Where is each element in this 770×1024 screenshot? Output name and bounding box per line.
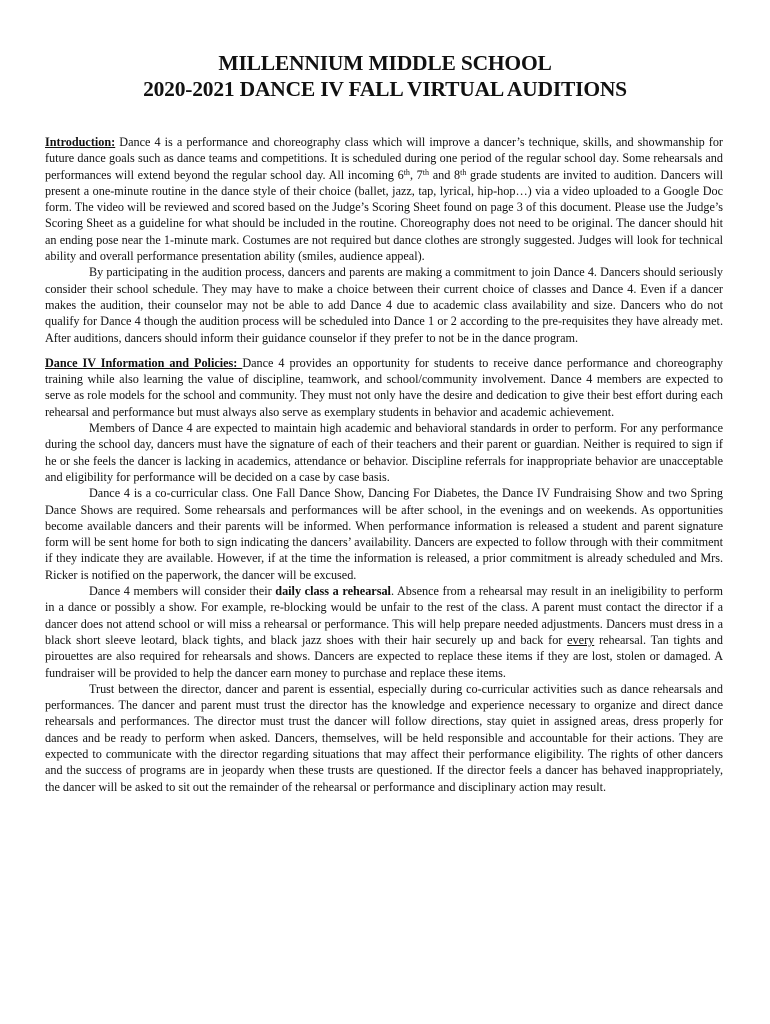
introduction-heading: Introduction: (45, 135, 116, 149)
ordinal-superscript: th (460, 167, 467, 177)
event-title: 2020-2021 DANCE IV FALL VIRTUAL AUDITIONS (143, 77, 627, 101)
ordinal-superscript: th (422, 167, 430, 177)
rehearsal-text-part: Dance 4 members will consider their (89, 584, 276, 599)
daily-rehearsal-emphasis: daily class a rehearsal (275, 584, 391, 599)
intro-text-part: and 8 (429, 167, 461, 182)
introduction-paragraph (45, 134, 723, 264)
policies-heading: Dance IV Information and Policies: (45, 355, 243, 370)
document-body (45, 134, 723, 795)
ordinal-superscript: th (403, 167, 410, 177)
trust-paragraph: Trust between the director, dancer and parent is essential, especially during co-curricular activities such as dance rehearsals and performances. The dancer and parent must trust the director has the knowledge and experience necessary to organize and direct dance rehearsals and performances. The director must trust the dancer will follow directions, stay quiet in assigned areas, dress properly for dances and be ready to perform when asked. Dancers, themselves, will be held responsible and accountable for their actions. They are expected to communicate with the director regarding situations that may affect their performance eligibility. The rights of other dancers and the success of programs are in jeopardy when these trusts are questioned. If the director feels a dancer has behaved inappropriately, the dancer will be asked to sit out the remainder of the rehearsal or performance and disciplinary action may result. (45, 681, 723, 794)
policies-paragraph (45, 355, 723, 420)
every-emphasis: every (567, 632, 595, 647)
co-curricular-paragraph: Dance 4 is a co-curricular class. One Fall Dance Show, Dancing For Diabetes, the Dance IV Fundraising Show and two Spring Dance Shows are required. Some rehearsals and performances will be after school, in the evenings and on weekends. As opportunities become available dancers and their parents will be informed. When performance information is released a student and parent signature form will be sent home for both to sign indicating the dancers’ availability. Dancers are expected to follow through with their commitment if they indicate they are available. However, if at the time the information is released, a prior commitment is already scheduled and Mrs. Ricker is notified on the paperwork, the dancer will be excused. (45, 486, 723, 582)
school-name: MILLENNIUM MIDDLE SCHOOL (218, 51, 552, 75)
standards-paragraph: Members of Dance 4 are expected to maintain high academic and behavioral standards in order to perform. For any performance during the school day, dancers must have the signature of each of their teachers and their parent or guardian. Neither is required to sign if he or she feels the dancer is lacking in academics, attendance or behavior. Discipline referrals for inappropriate behavior are unacceptable and eligibility for performance will be decided on a case by case basis. (45, 421, 723, 484)
rehearsal-paragraph (45, 583, 723, 681)
policies-text: Dance 4 provides an opportunity for students to receive dance performance and choreography training while also learning the value of discipline, teamwork, and school/community involvement. Dance 4 members are expected to serve as role models for the school and community. They must not only have the desire and dedication to give their best effort during each rehearsal and performance but must always also serve as exemplary students in behavior and academic achievement. (45, 355, 723, 419)
commitment-paragraph: By participating in the audition process, dancers and parents are making a commitment to join Dance 4. Dancers should seriously consider their school schedule. They may have to make a choice between their current choice of classes and Dance 4. Even if a dancer makes the audition, their counselor may not be able to add Dance 4 due to academic class availability and size. Dancers who do not qualify for Dance 4 though the audition process will be scheduled into Dance 1 or 2 according to the pre-requisites they have already met. After auditions, dancers should inform their guidance counselor if they prefer to not be in the dance program. (45, 265, 723, 345)
intro-text-part: grade students are invited to audition. Dancers will present a one-minute routine in the dance style of their choice (ballet, jazz, tap, lyrical, hip-hop…) via a video uploaded to a Google Doc form. The video will be reviewed and scored based on the Judge’s Scoring Sheet found on page 3 of this document. Please use the Judge’s Scoring Sheet as a guideline for what should be included in the routine. Choreography does not need to be original. The dancer should hit an ending pose near the 1-minute mark. Costumes are not required but dance clothes are strongly suggested. Judges will look for technical ability and overall performance presentation ability (smiles, audience appeal). (45, 167, 724, 264)
rehearsal-text-part: rehearsal. Tan tights and pirouettes are also required for rehearsals and shows. Dancers are expected to replace these items if they are lost, stolen or damaged. A fundraiser will be provided to help the dancer earn money to purchase and replace these items. (45, 632, 723, 680)
intro-text-part: , 7 (409, 167, 423, 182)
document-title (0, 50, 770, 102)
rehearsal-text-part: . Absence from a rehearsal may result in an ineligibility to perform in a dance or possibly a show. For example, re-blocking would be unfair to the rest of the class. A parent must contact the director if a dancer does not attend school or will miss a rehearsal or performance. This will help prepare needed adjustments. Dancers must dress in a black short sleeve leotard, black tights, and black jazz shoes with their hair securely up and back for (45, 584, 724, 647)
intro-text-part: Dance 4 is a performance and choreography class which will improve a dancer’s technique, skills, and showmanship for future dance goals such as dance teams and competitions. It is scheduled during one period of the regular school day. Some rehearsals and performances will extend beyond the regular school day. All incoming 6 (45, 135, 723, 182)
